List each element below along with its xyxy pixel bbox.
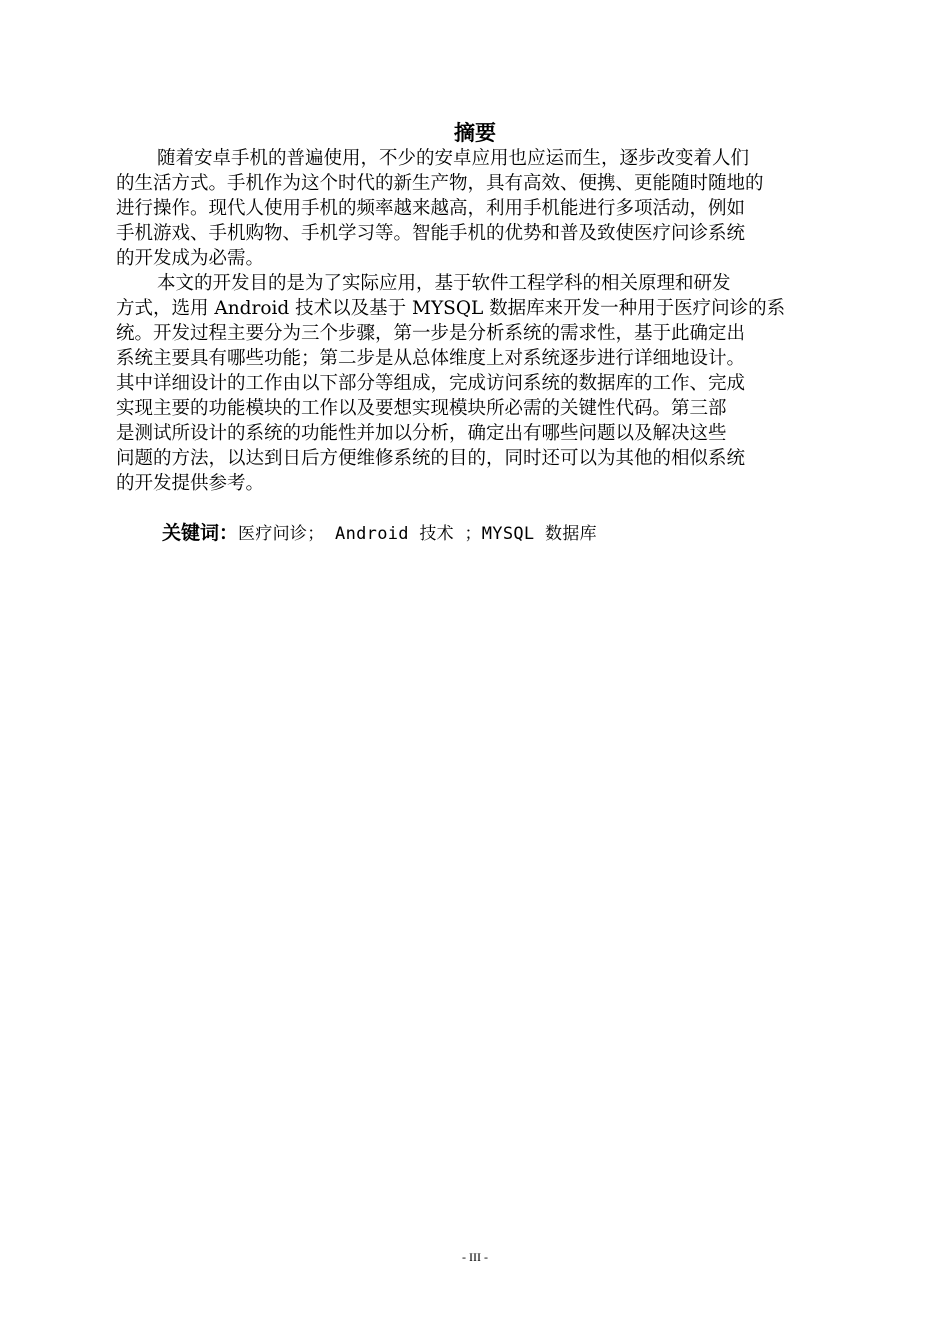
text-line: 的开发成为必需。 xyxy=(116,248,265,269)
text-line: 是测试所设计的系统的功能性并加以分析，确定出有哪些问题以及解决这些 xyxy=(116,423,727,444)
text-line: 实现主要的功能模块的工作以及要想实现模块所必需的关键性代码。第三部 xyxy=(116,398,727,419)
text-line: 方式，选用 Android 技术以及基于 MYSQL 数据库来开发一种用于医疗问诊的系 xyxy=(116,298,786,319)
text-line: 的开发提供参考。 xyxy=(116,473,265,494)
page-title: 摘要 xyxy=(454,121,496,145)
keywords-line xyxy=(162,520,597,547)
text-line: 问题的方法，以达到日后方便维修系统的目的，同时还可以为其他的相似系统 xyxy=(116,448,746,469)
text-line: 其中详细设计的工作由以下部分等组成，完成访问系统的数据库的工作、完成 xyxy=(116,373,746,394)
text-line: 随着安卓手机的普遍使用，不少的安卓应用也应运而生，逐步改变着人们 xyxy=(157,148,750,169)
text-line: 手机游戏、手机购物、手机学习等。智能手机的优势和普及致使医疗问诊系统 xyxy=(116,223,746,244)
page-number: - III - xyxy=(462,1250,488,1264)
text-line: 统。开发过程主要分为三个步骤，第一步是分析系统的需求性，基于此确定出 xyxy=(116,323,746,344)
keywords-label: 关键词： xyxy=(162,522,239,544)
keywords-text: 医疗问诊； Android 技术 ；MYSQL 数据库 xyxy=(238,524,597,544)
text-line: 进行操作。现代人使用手机的频率越来越高，利用手机能进行多项活动，例如 xyxy=(116,198,746,219)
text-line: 本文的开发目的是为了实际应用，基于软件工程学科的相关原理和研发 xyxy=(157,273,731,294)
text-line: 系统主要具有哪些功能；第二步是从总体维度上对系统逐步进行详细地设计。 xyxy=(116,348,746,369)
text-line: 的生活方式。手机作为这个时代的新生产物，具有高效、便携、更能随时随地的 xyxy=(116,173,764,194)
